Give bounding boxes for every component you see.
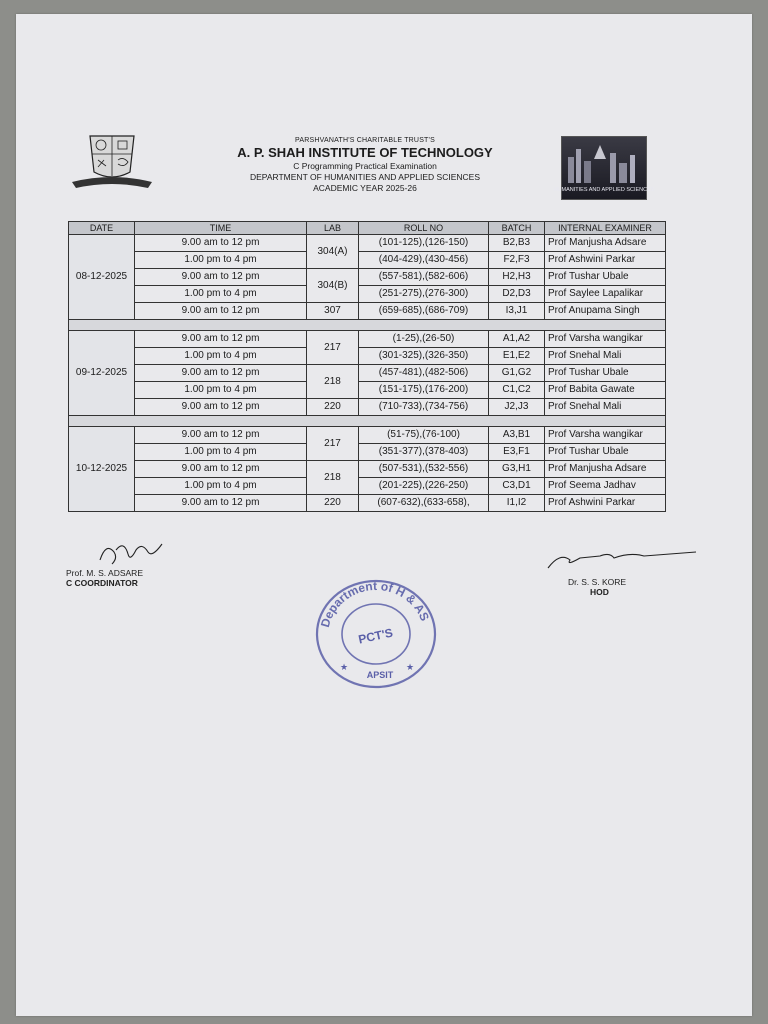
batch-cell: I3,J1 [489, 303, 545, 320]
stamp-center-text: PCT'S [357, 625, 395, 647]
star-icon: ★ [406, 662, 415, 672]
roll-cell: (301-325),(326-350) [359, 348, 489, 365]
roll-cell: (710-733),(734-756) [359, 399, 489, 416]
separator-cell [69, 416, 666, 427]
document-header [200, 137, 530, 193]
batch-cell: D2,D3 [489, 286, 545, 303]
roll-cell: (457-481),(482-506) [359, 365, 489, 382]
signature-scrawl-icon [96, 538, 166, 568]
lab-cell: 220 [307, 399, 359, 416]
table-row [69, 252, 666, 269]
col-header-lab: LAB [307, 222, 359, 235]
batch-cell: A3,B1 [489, 427, 545, 444]
lab-cell: 304(B) [307, 269, 359, 303]
time-cell: 1.00 pm to 4 pm [135, 382, 307, 399]
batch-cell: I1,I2 [489, 495, 545, 512]
roll-cell: (607-632),(633-658), [359, 495, 489, 512]
exam-title: C Programming Practical Examination [293, 161, 437, 171]
group-separator [69, 320, 666, 331]
lab-cell: 220 [307, 495, 359, 512]
coordinator-title: C COORDINATOR [66, 578, 138, 588]
examiner-cell: Prof Saylee Lapalikar [545, 286, 666, 303]
batch-cell: E3,F1 [489, 444, 545, 461]
time-cell: 9.00 am to 12 pm [135, 427, 307, 444]
roll-cell: (1-25),(26-50) [359, 331, 489, 348]
roll-cell: (404-429),(430-456) [359, 252, 489, 269]
table-row [69, 461, 666, 478]
department-logo [553, 136, 655, 200]
time-cell: 9.00 am to 12 pm [135, 365, 307, 382]
time-cell: 9.00 am to 12 pm [135, 235, 307, 252]
time-cell: 1.00 pm to 4 pm [135, 478, 307, 495]
time-cell: 9.00 am to 12 pm [135, 303, 307, 320]
examiner-cell: Prof Babita Gawate [545, 382, 666, 399]
stamp-outer-textpath: Department of H & AS [317, 578, 432, 629]
time-cell: 9.00 am to 12 pm [135, 269, 307, 286]
signature-scrawl-icon [540, 548, 700, 572]
table-row [69, 286, 666, 303]
table-row [69, 269, 666, 286]
table-row [69, 331, 666, 348]
time-cell: 1.00 pm to 4 pm [135, 286, 307, 303]
exam-timetable [68, 221, 666, 512]
lab-cell: 217 [307, 331, 359, 365]
batch-cell: J2,J3 [489, 399, 545, 416]
batch-cell: F2,F3 [489, 252, 545, 269]
batch-cell: A1,A2 [489, 331, 545, 348]
time-cell: 9.00 am to 12 pm [135, 495, 307, 512]
group-separator [69, 416, 666, 427]
date-cell: 10-12-2025 [69, 427, 135, 512]
table-header-row [69, 222, 666, 235]
time-cell: 1.00 pm to 4 pm [135, 444, 307, 461]
roll-cell: (201-225),(226-250) [359, 478, 489, 495]
roll-cell: (507-531),(532-556) [359, 461, 489, 478]
coordinator-name: Prof. M. S. ADSARE [66, 568, 143, 578]
table-row [69, 235, 666, 252]
examiner-cell: Prof Ashwini Parkar [545, 495, 666, 512]
trust-name: PARSHVANATH'S CHARITABLE TRUST'S [295, 137, 435, 144]
lab-cell: 307 [307, 303, 359, 320]
examiner-cell: Prof Varsha wangikar [545, 427, 666, 444]
examiner-cell: Prof Tushar Ubale [545, 444, 666, 461]
academic-year: ACADEMIC YEAR 2025-26 [313, 183, 417, 193]
coordinator-signature-block [66, 538, 186, 588]
stamp-bottom-text: APSIT [366, 670, 394, 680]
department-logo-text: HUMANITIES AND APPLIED SCIENCES [553, 187, 655, 193]
table-row [69, 382, 666, 399]
hod-title: HOD [590, 587, 609, 597]
batch-cell: E1,E2 [489, 348, 545, 365]
star-icon: ★ [340, 662, 349, 672]
institute-name: A. P. SHAH INSTITUTE OF TECHNOLOGY [237, 145, 493, 160]
examiner-cell: Prof Varsha wangikar [545, 331, 666, 348]
institute-crest-icon [68, 132, 156, 192]
examiner-cell: Prof Seema Jadhav [545, 478, 666, 495]
col-header-batch: BATCH [489, 222, 545, 235]
time-cell: 1.00 pm to 4 pm [135, 348, 307, 365]
roll-cell: (51-75),(76-100) [359, 427, 489, 444]
roll-cell: (251-275),(276-300) [359, 286, 489, 303]
examiner-cell: Prof Manjusha Adsare [545, 235, 666, 252]
table-row [69, 495, 666, 512]
col-header-roll-no: ROLL NO [359, 222, 489, 235]
table-row [69, 399, 666, 416]
roll-cell: (151-175),(176-200) [359, 382, 489, 399]
col-header-date: DATE [69, 222, 135, 235]
examiner-cell: Prof Tushar Ubale [545, 269, 666, 286]
hod-name: Dr. S. S. KORE [568, 577, 627, 587]
examiner-cell: Prof Anupama Singh [545, 303, 666, 320]
col-header-examiner: INTERNAL EXAMINER [545, 222, 666, 235]
date-cell: 09-12-2025 [69, 331, 135, 416]
table-row [69, 478, 666, 495]
table-row [69, 348, 666, 365]
time-cell: 9.00 am to 12 pm [135, 461, 307, 478]
col-header-time: TIME [135, 222, 307, 235]
batch-cell: H2,H3 [489, 269, 545, 286]
batch-cell: G3,H1 [489, 461, 545, 478]
examiner-cell: Prof Manjusha Adsare [545, 461, 666, 478]
roll-cell: (101-125),(126-150) [359, 235, 489, 252]
lab-cell: 218 [307, 365, 359, 399]
roll-cell: (557-581),(582-606) [359, 269, 489, 286]
roll-cell: (659-685),(686-709) [359, 303, 489, 320]
time-cell: 1.00 pm to 4 pm [135, 252, 307, 269]
examiner-cell: Prof Snehal Mali [545, 399, 666, 416]
examiner-cell: Prof Snehal Mali [545, 348, 666, 365]
city-skyline-icon [553, 137, 655, 199]
batch-cell: C1,C2 [489, 382, 545, 399]
lab-cell: 217 [307, 427, 359, 461]
table-row [69, 303, 666, 320]
batch-cell: C3,D1 [489, 478, 545, 495]
table-row [69, 365, 666, 382]
roll-cell: (351-377),(378-403) [359, 444, 489, 461]
examiner-cell: Prof Tushar Ubale [545, 365, 666, 382]
table-row [69, 427, 666, 444]
hod-signature-block [540, 548, 700, 597]
separator-cell [69, 320, 666, 331]
time-cell: 9.00 am to 12 pm [135, 399, 307, 416]
department-name: DEPARTMENT OF HUMANITIES AND APPLIED SCIENCES [249, 172, 481, 182]
date-cell: 08-12-2025 [69, 235, 135, 320]
examiner-cell: Prof Ashwini Parkar [545, 252, 666, 269]
batch-cell: G1,G2 [489, 365, 545, 382]
table-row [69, 444, 666, 461]
department-stamp [314, 578, 438, 690]
lab-cell: 218 [307, 461, 359, 495]
batch-cell: B2,B3 [489, 235, 545, 252]
lab-cell: 304(A) [307, 235, 359, 269]
time-cell: 9.00 am to 12 pm [135, 331, 307, 348]
